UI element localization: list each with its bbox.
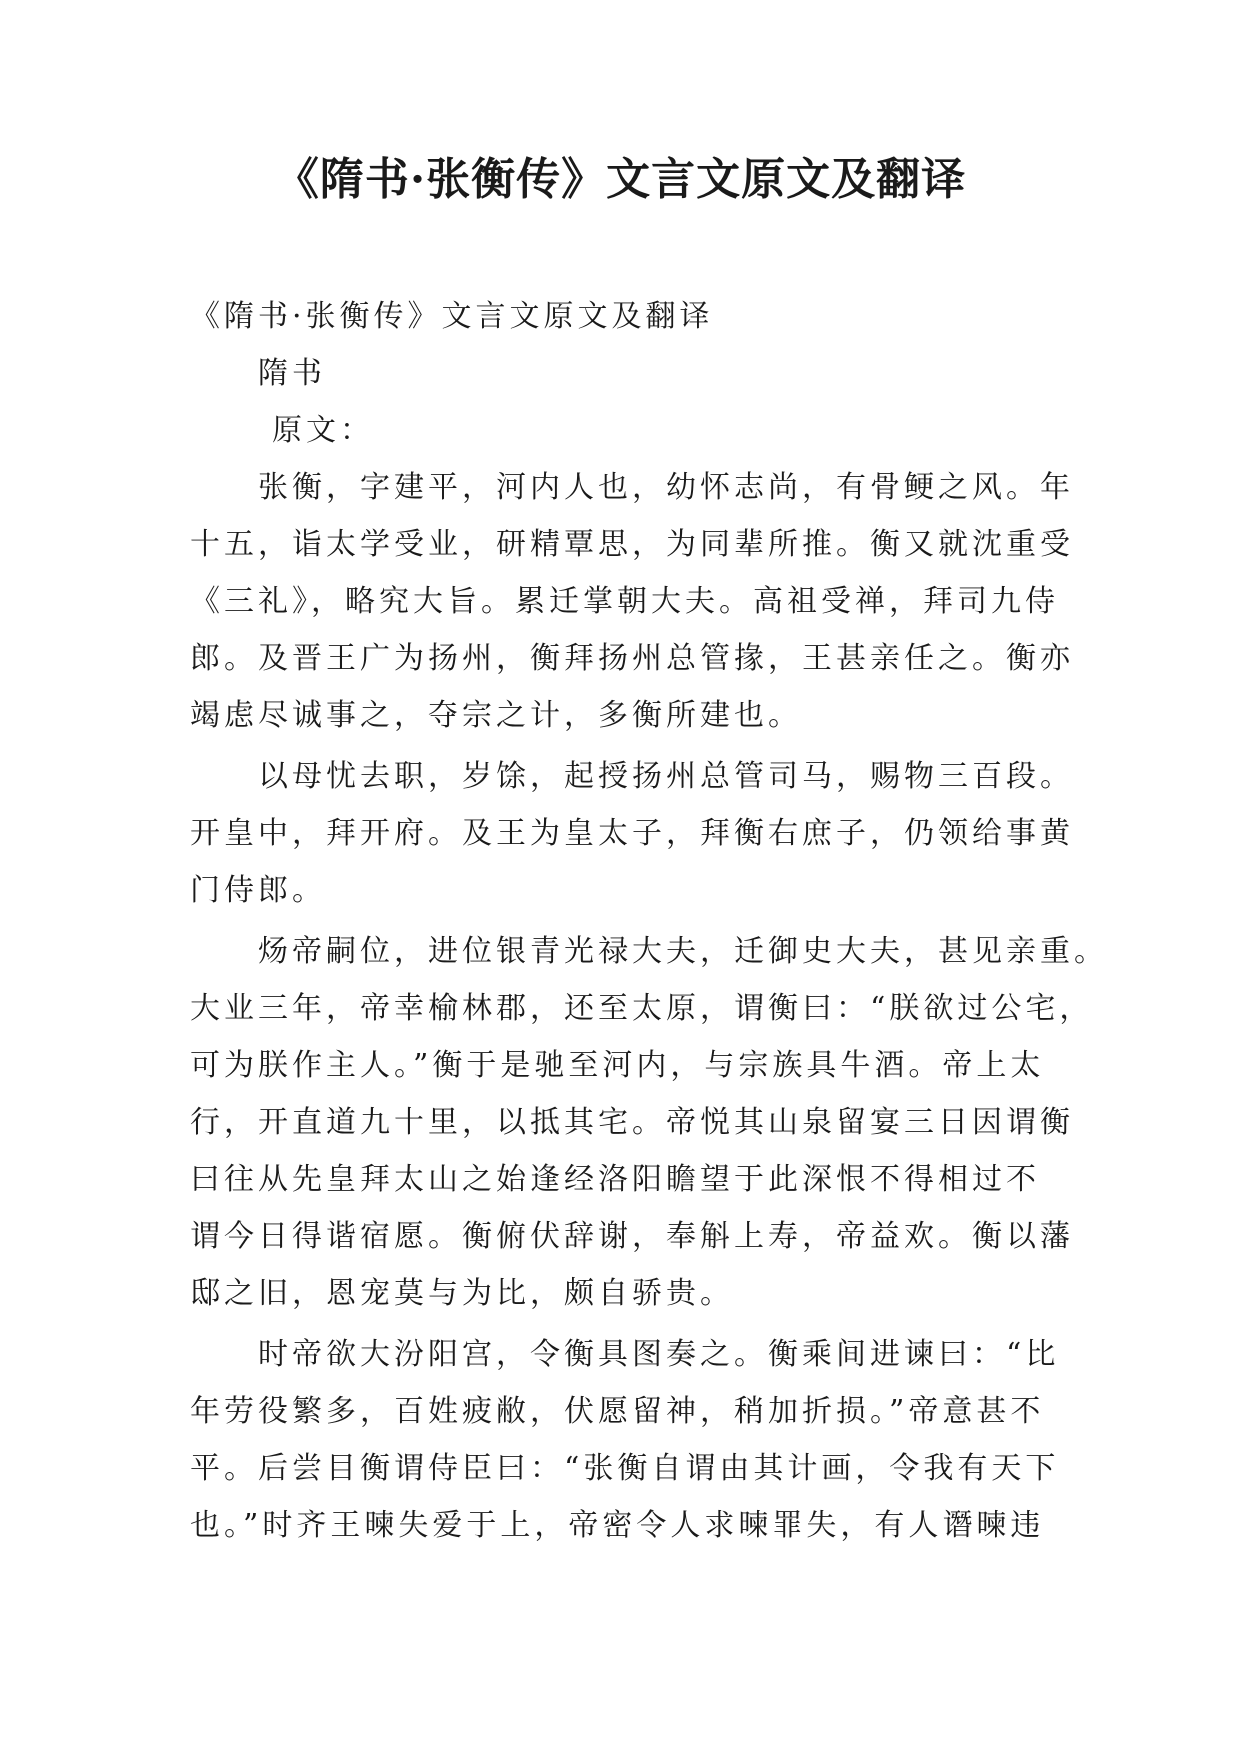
paragraph-line: 谓今日得谐宿愿。衡俯伏辞谢，奉斛上寿，帝益欢。衡以藩 (190, 1219, 1074, 1254)
paragraph-line: 炀帝嗣位，进位银青光禄大夫，迁御史大夫，甚见亲重。 (258, 934, 1108, 969)
paragraph-line: 邸之旧，恩宠莫与为比，颇自骄贵。 (190, 1276, 734, 1311)
paragraph-line: 竭虑尽诚事之，夺宗之计，多衡所建也。 (190, 698, 802, 733)
subtitle-line: 《隋书·张衡传》文言文原文及翻译 (190, 299, 714, 334)
paragraph-line: 时帝欲大汾阳宫，令衡具图奏之。衡乘间进谏曰：“比 (258, 1337, 1060, 1372)
paragraph-line: 门侍郎。 (190, 873, 326, 908)
document-title: 《隋书·张衡传》文言文原文及翻译 (274, 154, 967, 205)
paragraph-line: 可为朕作主人。”衡于是驰至河内，与宗族具牛酒。帝上太 (190, 1048, 1045, 1083)
paragraph-line: 行，开直道九十里，以抵其宅。帝悦其山泉留宴三日因谓衡 (190, 1105, 1074, 1140)
paragraph-3 (190, 923, 1108, 1322)
paragraph-line: 《三礼》，略究大旨。累迁掌朝大夫。高祖受禅，拜司九侍 (190, 584, 1059, 619)
paragraph-line: 平。后尝目衡谓侍臣曰：“张衡自谓由其计画，令我有天下 (190, 1451, 1060, 1486)
paragraph-2 (190, 748, 1074, 919)
document-body (190, 288, 1108, 1554)
paragraph-line: 以母忧去职，岁馀，起授扬州总管司马，赐物三百段。 (258, 759, 1074, 794)
paragraph-line: 张衡，字建平，河内人也，幼怀志尚，有骨鲠之风。年 (258, 470, 1074, 505)
paragraph-line: 郎。及晋王广为扬州，衡拜扬州总管掾，王甚亲任之。衡亦 (190, 641, 1074, 676)
section-label: 原文： (272, 413, 374, 448)
paragraph-line: 大业三年，帝幸榆林郡，还至太原，谓衡曰：“朕欲过公宅， (190, 991, 1094, 1026)
paragraph-line: 也。”时齐王暕失爱于上，帝密令人求暕罪失，有人谮暕违 (190, 1508, 1045, 1543)
source-line: 隋书 (258, 356, 326, 391)
paragraph-line: 开皇中，拜开府。及王为皇太子，拜衡右庶子，仍领给事黄 (190, 816, 1074, 851)
paragraph-line: 年劳役繁多，百姓疲敝，伏愿留神，稍加折损。”帝意甚不 (190, 1394, 1045, 1429)
paragraph-4 (190, 1326, 1070, 1554)
paragraph-1 (190, 459, 1074, 744)
paragraph-line: 曰往从先皇拜太山之始逢经洛阳瞻望于此深恨不得相过不 (190, 1162, 1040, 1197)
paragraph-line: 十五，诣太学受业，研精覃思，为同辈所推。衡又就沈重受 (190, 527, 1074, 562)
